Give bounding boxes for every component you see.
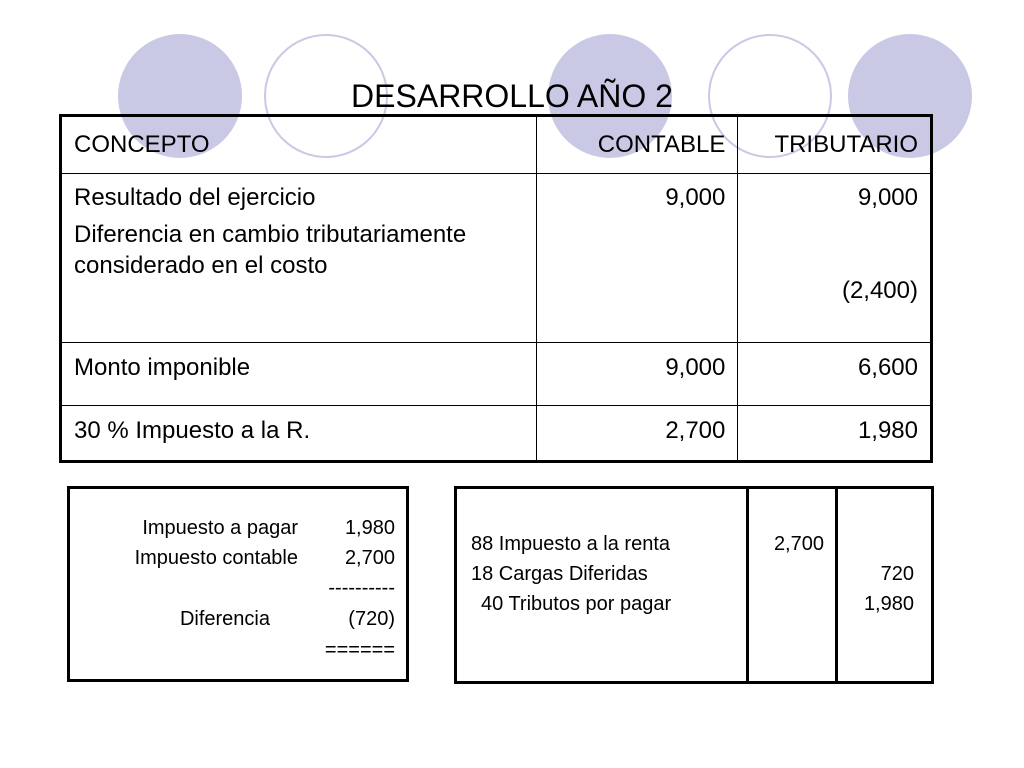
column-divider xyxy=(746,489,749,681)
tax-difference-calculation-box xyxy=(67,486,409,682)
tributario-cell xyxy=(738,174,932,343)
calc-separator: ---------- xyxy=(328,577,395,599)
calc-value: 2,700 xyxy=(344,547,395,569)
table-row xyxy=(61,174,932,343)
table-row xyxy=(61,406,932,462)
table-header-row xyxy=(61,116,932,174)
header-concepto: CONCEPTO xyxy=(61,116,537,174)
calc-label: Impuesto a pagar xyxy=(142,517,298,539)
account-line: 40 Tributos por pagar xyxy=(481,593,672,615)
concepto-line: Diferencia en cambio tributariamente considerado en el costo xyxy=(74,221,467,279)
credit-value: 1,980 xyxy=(863,593,914,615)
contable-cell xyxy=(537,174,738,343)
calc-row xyxy=(70,573,406,603)
contable-cell: 9,000 xyxy=(537,343,738,406)
calc-value: 1,980 xyxy=(344,517,395,539)
tributario-cell: 1,980 xyxy=(738,406,932,462)
account-line: 18 Cargas Diferidas xyxy=(471,563,648,585)
table-row xyxy=(61,343,932,406)
contable-cell: 2,700 xyxy=(537,406,738,462)
calc-row xyxy=(70,513,406,543)
concepto-line: Resultado del ejercicio xyxy=(74,184,316,211)
journal-entry-box xyxy=(454,486,934,684)
calc-row xyxy=(70,635,406,665)
calc-double-rule: ====== xyxy=(324,639,395,661)
column-divider xyxy=(835,489,838,681)
slide-title: DESARROLLO AÑO 2 xyxy=(351,78,673,114)
calc-label: Diferencia xyxy=(179,608,270,630)
tax-comparison-table xyxy=(59,114,933,463)
calc-label: Impuesto contable xyxy=(134,547,298,569)
concepto-cell: 30 % Impuesto a la R. xyxy=(61,406,537,462)
header-tributario: TRIBUTARIO xyxy=(738,116,932,174)
account-line: 88 Impuesto a la renta xyxy=(471,533,671,555)
credit-value: 720 xyxy=(880,563,914,585)
tributario-value: 9,000 xyxy=(857,184,918,211)
tributario-adjustment-value: (2,400) xyxy=(841,277,918,304)
header-contable: CONTABLE xyxy=(537,116,738,174)
debit-value: 2,700 xyxy=(773,533,824,555)
contable-value: 9,000 xyxy=(665,184,726,211)
calc-row xyxy=(70,543,406,573)
calc-row xyxy=(70,604,406,634)
tributario-cell: 6,600 xyxy=(738,343,932,406)
calc-value: (720) xyxy=(348,608,395,630)
concepto-cell xyxy=(61,174,537,343)
concepto-cell: Monto imponible xyxy=(61,343,537,406)
